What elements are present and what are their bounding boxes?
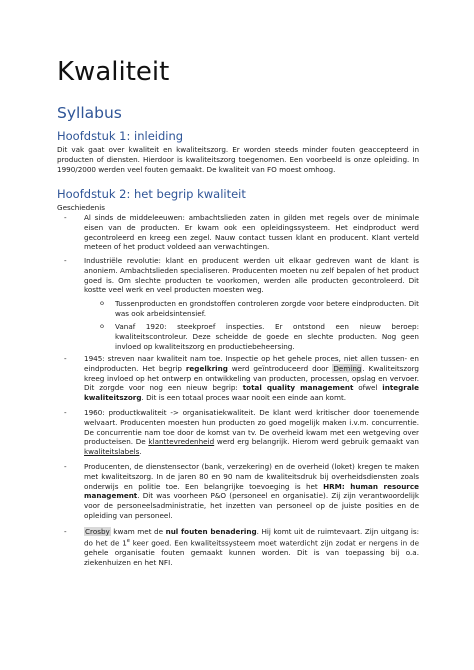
list-item-industriele-revolutie: Industriële revolutie: klant en producent werden uit elkaar gedreven want de klant is anoniem. Ambachtslieden specialiseren. Producenten moeten nu zelf bepalen of het product goed is. Om slechte producten te voorkomen, werden alle producten gecontroleerd. Dit kostte veel werk en veel producten moesten weg. (84, 256, 419, 295)
bullet-marker: - (64, 408, 67, 417)
list-item-dienstensector: Producenten, de dienstensector (bank, verzekering) en de overheid (loket) kregen te maken met kwaliteitszorg. In de jaren 80 en 90 nam de kwaliteitsdruk bij overheidsdiensten zoals onderwijs en politie toe. Een belangrijke toevoeging is het HRM: human resource management. Dit was voorheen P&O (personeel en organisatie). Zij zijn verantwoordelijk voor de personeelsadministratie, het inzetten van personeel op de juiste posities en de opleiding van personeel. (84, 462, 419, 520)
highlighted-name: Deming (333, 363, 362, 373)
sub-bullet-marker: o (100, 299, 104, 307)
bullet-marker: - (64, 462, 67, 471)
bold-term: HRM: human resource management (84, 481, 419, 501)
list-item-middeleeuwen: Al sinds de middeleeuwen: ambachtslieden zaten in gilden met regels over de minimale eisen van de producten. Er kwam ook een opleidingssysteem. Het eindproduct werd gecontroleerd en kreeg een zegel. Nauw contact tussen klant en producent. Klant verteld meteen of het product voldeed aan verwachtingen. (84, 213, 419, 252)
document-title: Kwaliteit (57, 57, 170, 87)
list-item-1960: 1960: productkwaliteit -> organisatiekwaliteit. De klant werd kritischer door toenemende welvaart. Producenten moesten hun producten zo goed mogelijk maken i.v.m. concurrentie. De concurrentie nam toe door de komst van tv. De overheid kwam met een wetgeving over producteisen. De klanttevredenheid werd erg belangrijk. Hierom werd gebruik gemaakt van kwaliteitslabels. (84, 408, 419, 457)
bold-term: integrale kwaliteitszorg (84, 383, 420, 403)
syllabus-heading: Syllabus (57, 104, 122, 122)
bullet-marker: - (64, 527, 67, 536)
sub-item-tussenproducten: Tussenproducten en grondstoffen controleren zorgde voor betere eindproducten. Dit was ook arbeidsintensief. (115, 299, 419, 318)
bold-term: nul fouten benadering (165, 527, 257, 536)
superscript: e (126, 537, 130, 544)
bold-term: total quality management (242, 383, 354, 393)
underlined-term: kwaliteitslabels (84, 447, 140, 457)
list-item-crosby: Crosby kwam met de nul fouten benadering. Hij komt uit de ruimtevaart. Zijn uitgang is: do het de 1e keer goed. Een kwaliteitssysteem moet waterdicht zijn zodat er nergens in de gehele organisatie fouten gemaakt kunnen worden. Dit is van toepassing bij o.a. ziekenhuizen en het NFI. (84, 527, 420, 567)
section-1-heading: Hoofdstuk 1: inleiding (57, 129, 184, 143)
bold-term: regelkring (185, 363, 228, 373)
bullet-marker: - (64, 213, 67, 222)
bullet-marker: - (64, 256, 67, 265)
section-2-subtitle: Geschiedenis (57, 203, 105, 212)
bullet-marker: - (64, 354, 67, 363)
highlighted-name: Crosby (85, 527, 110, 536)
underlined-term: klanttevredenheid (148, 437, 215, 447)
sub-bullet-marker: o (100, 322, 104, 330)
sub-item-vanaf-1920: Vanaf 1920: steekproef inspecties. Er ontstond een nieuw beroep: kwaliteitscontroleur. Deze scheidde de goede en slechte producten. Nog geen invloed op kwaliteitszorg en productiebeheersing. (115, 322, 419, 351)
section-2-heading: Hoofdstuk 2: het begrip kwaliteit (57, 187, 246, 201)
list-item-1945: 1945: streven naar kwaliteit nam toe. Inspectie op het gehele proces, niet allen tussen- en eindproducten. Het begrip regelkring werd geïntroduceerd door Deming. Kwaliteitszorg kreeg invloed op het ontwerp en ontwikkeling van producten, processen, opslag en vervoer. Dit zorgde voor nog een nieuw begrip: total quality management ofwel integrale kwaliteitszorg. Dit is een totaal proces waar nooit een einde aan komt. (84, 354, 420, 403)
section-1-paragraph: Dit vak gaat over kwaliteit en kwaliteitszorg. Er worden steeds minder fouten geaccepteerd in producten of diensten. Hierdoor is kwaliteitszorg toegenomen. Een voorbeeld is onze opleiding. In 1990/2000 werden veel fouten gemaakt. De kwaliteit van FO moest omhoog. (57, 145, 419, 174)
